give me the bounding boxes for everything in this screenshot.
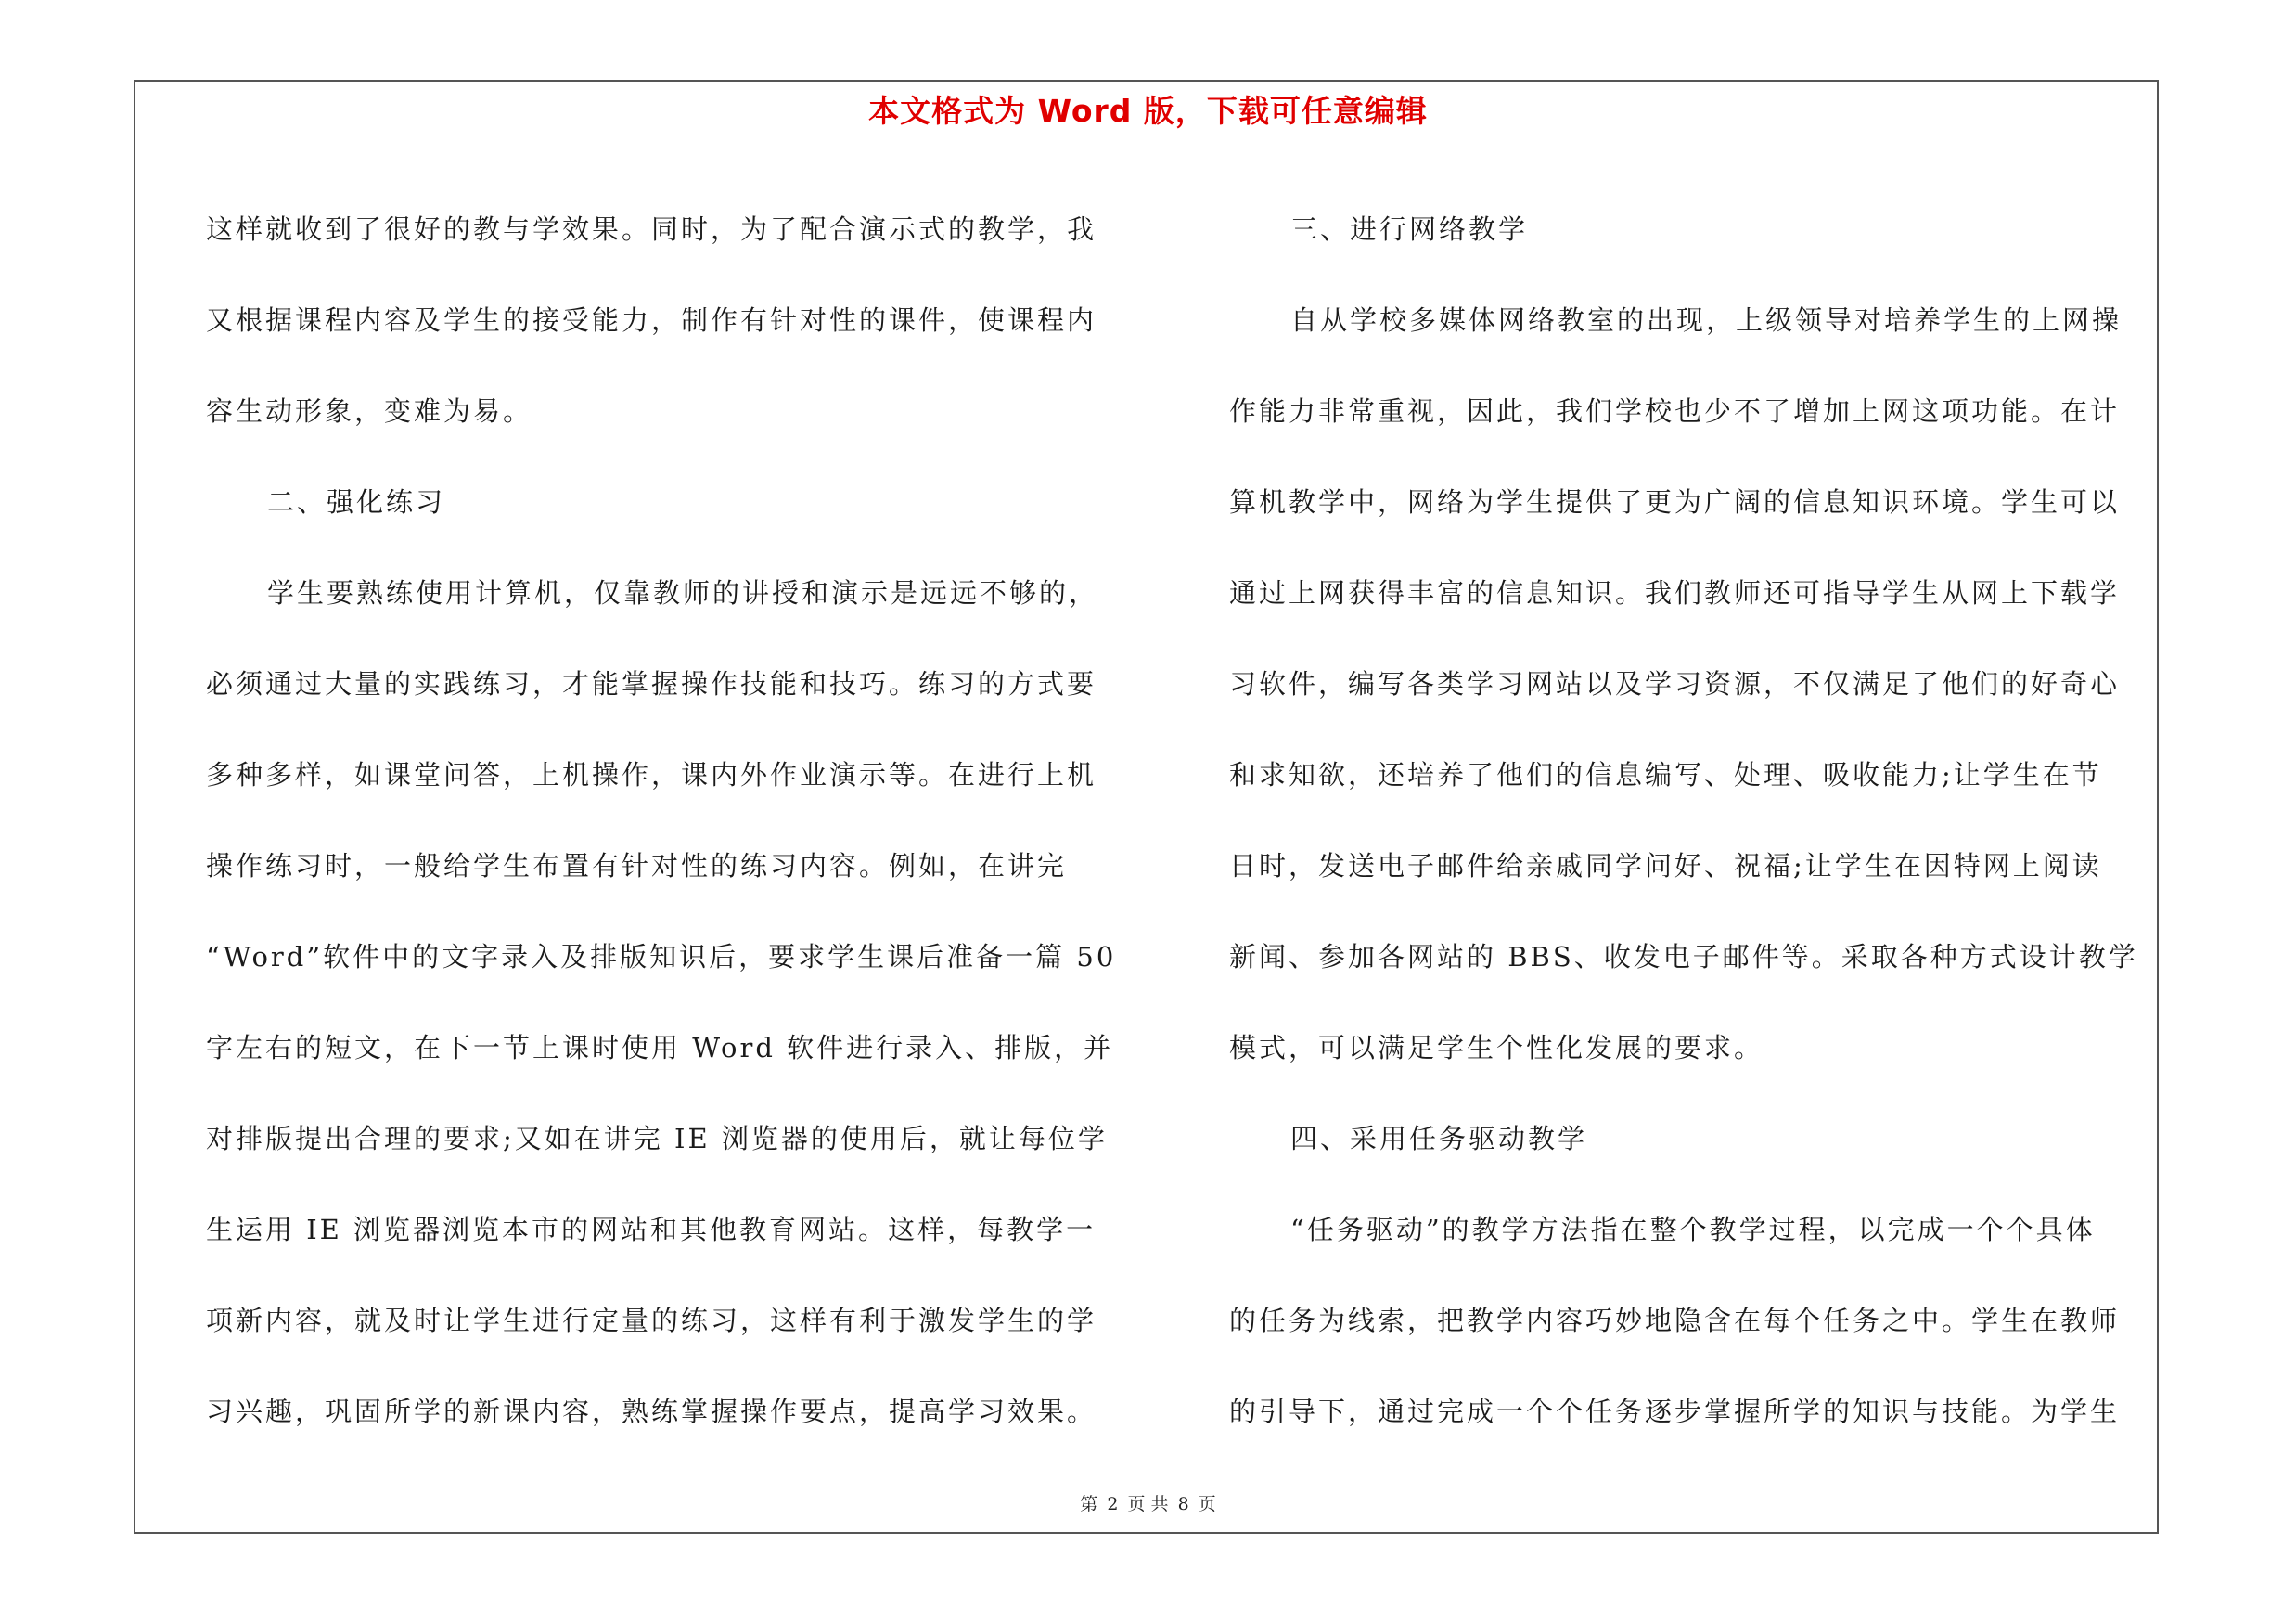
text-line: “Word”软件中的文字录入及排版知识后，要求学生课后准备一篇 50 <box>206 941 1117 973</box>
text-line: 算机教学中，网络为学生提供了更为广阔的信息知识环境。学生可以 <box>1229 486 2121 518</box>
format-banner: 本文格式为 Word 版，下载可任意编辑 <box>868 93 1428 129</box>
text-line: 项新内容，就及时让学生进行定量的练习，这样有利于激发学生的学 <box>206 1305 1097 1336</box>
footer-total-pages: 8 <box>1177 1494 1189 1514</box>
right-text-column <box>1229 184 2157 1457</box>
text-line: 对排版提出合理的要求;又如在讲完 IE 浏览器的使用后，就让每位学 <box>206 1123 1108 1154</box>
text-line: 生运用 IE 浏览器浏览本市的网站和其他教育网站。这样，每教学一 <box>206 1214 1097 1245</box>
text-line: 二、强化练习 <box>267 486 446 518</box>
text-line: 的引导下，通过完成一个个任务逐步掌握所学的知识与技能。为学生 <box>1229 1396 2121 1427</box>
text-line: 容生动形象，变难为易。 <box>206 395 533 427</box>
text-line: 这样就收到了很好的教与学效果。同时，为了配合演示式的教学，我 <box>206 213 1097 245</box>
text-line: 习兴趣，巩固所学的新课内容，熟练掌握操作要点，提高学习效果。 <box>206 1396 1097 1427</box>
text-line: 习软件，编写各类学习网站以及学习资源，不仅满足了他们的好奇心 <box>1229 668 2121 700</box>
footer-middle: 页 共 <box>1127 1494 1169 1514</box>
text-line: 三、进行网络教学 <box>1290 213 1529 245</box>
text-line: 自从学校多媒体网络教室的出现，上级领导对培养学生的上网操 <box>1290 304 2123 336</box>
text-line: 学生要熟练使用计算机，仅靠教师的讲授和演示是远远不够的， <box>267 577 1099 609</box>
text-line: 新闻、参加各网站的 BBS、收发电子邮件等。采取各种方式设计教学 <box>1229 941 2138 973</box>
text-line: 通过上网获得丰富的信息知识。我们教师还可指导学生从网上下载学 <box>1229 577 2121 609</box>
footer-prefix: 第 <box>1080 1494 1098 1514</box>
page-footer <box>0 1492 2296 1516</box>
left-text-column <box>206 184 1134 1457</box>
text-line: 必须通过大量的实践练习，才能掌握操作技能和技巧。练习的方式要 <box>206 668 1097 700</box>
text-line: 作能力非常重视，因此，我们学校也少不了增加上网这项功能。在计 <box>1229 395 2121 427</box>
text-line: 多种多样，如课堂问答，上机操作，课内外作业演示等。在进行上机 <box>206 759 1097 791</box>
text-line: 四、采用任务驱动教学 <box>1290 1123 1588 1154</box>
text-line: 操作练习时，一般给学生布置有针对性的练习内容。例如，在讲完 <box>206 850 1068 882</box>
text-line: 的任务为线索，把教学内容巧妙地隐含在每个任务之中。学生在教师 <box>1229 1305 2121 1336</box>
footer-current-page: 2 <box>1107 1494 1119 1514</box>
text-line: “任务驱动”的教学方法指在整个教学过程，以完成一个个具体 <box>1290 1214 2096 1245</box>
footer-suffix: 页 <box>1198 1494 1216 1514</box>
text-line: 字左右的短文，在下一节上课时使用 Word 软件进行录入、排版，并 <box>206 1032 1114 1063</box>
text-line: 日时，发送电子邮件给亲戚同学问好、祝福;让学生在因特网上阅读 <box>1229 850 2102 882</box>
text-line: 模式，可以满足学生个性化发展的要求。 <box>1229 1032 1764 1063</box>
text-line: 又根据课程内容及学生的接受能力，制作有针对性的课件，使课程内 <box>206 304 1097 336</box>
text-line: 和求知欲，还培养了他们的信息编写、处理、吸收能力;让学生在节 <box>1229 759 2102 791</box>
